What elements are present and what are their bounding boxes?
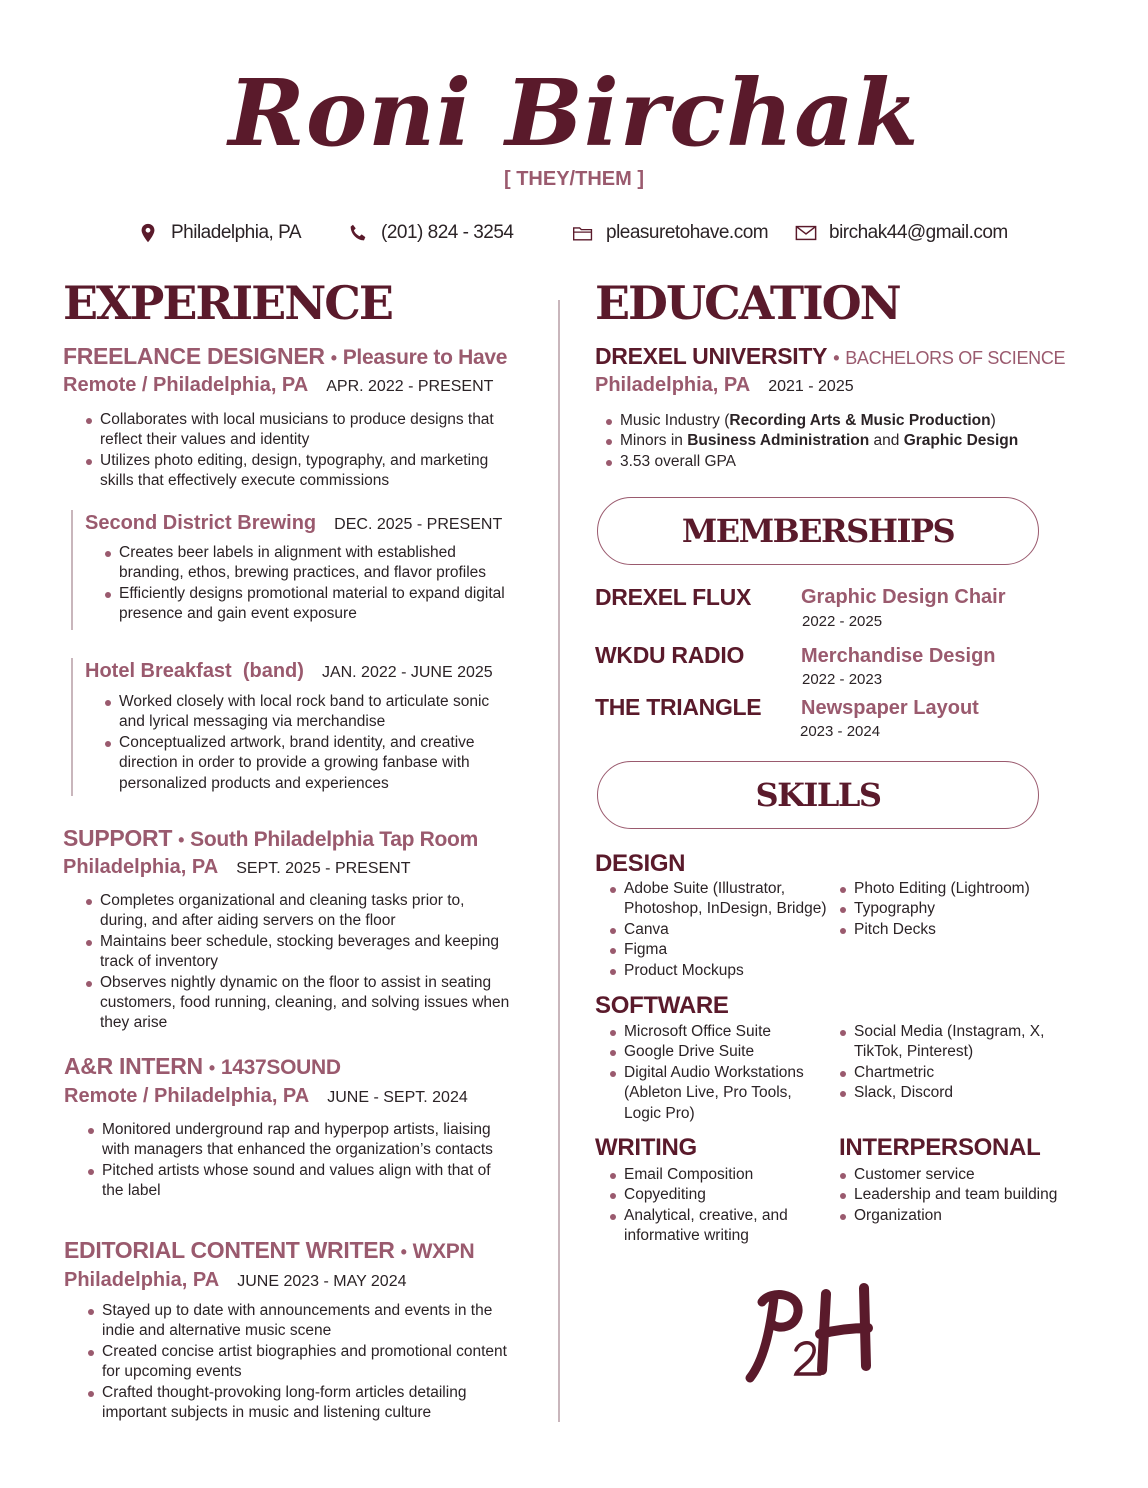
skills-writing xyxy=(608,1165,823,1247)
email-link[interactable]: birchak44@gmail.com xyxy=(829,222,1008,243)
job-bullets-support xyxy=(84,891,514,1034)
experience-heading: EXPERIENCE xyxy=(63,276,392,330)
bullet-dot: • xyxy=(400,1242,407,1262)
list-item: Digital Audio Workstations (Ableton Live, Pro Tools, Logic Pro) xyxy=(608,1063,823,1124)
list-item: Photo Editing (Lightroom) xyxy=(838,879,1068,899)
job-location-text: Remote / Philadelphia, PA xyxy=(64,1085,310,1107)
membership-org: THE TRIANGLE xyxy=(595,694,762,720)
list-item: Slack, Discord xyxy=(838,1083,1058,1103)
list-item: Observes nightly dynamic on the floor to assist in seating customers, food running, cleaning, and solving issues when they arise xyxy=(84,973,514,1034)
list-item: Copyediting xyxy=(608,1185,823,1205)
membership-role: Merchandise Design xyxy=(801,645,996,667)
membership-org: WKDU RADIO xyxy=(595,642,745,668)
list-item: Collaborates with local musicians to produce designs that reflect their values and identity xyxy=(84,410,524,451)
list-item xyxy=(604,431,1044,451)
text-bold: Business Administration xyxy=(687,432,870,450)
contact-email xyxy=(795,220,1008,246)
phone-text[interactable]: (201) 824 - 3254 xyxy=(381,222,514,243)
location-text: Philadelphia, PA xyxy=(171,222,302,243)
list-item: Email Composition xyxy=(608,1165,823,1185)
job-title-editorial xyxy=(64,1237,474,1264)
resume-name: Roni Birchak xyxy=(228,59,920,167)
list-item: Utilizes photo editing, design, typography, and marketing skills that effectively execute commissions xyxy=(84,451,524,492)
subjob-bullets-hotel-breakfast xyxy=(103,692,503,794)
list-item: Stayed up to date with announcements and events in the indie and alternative music scene xyxy=(86,1301,526,1342)
membership-years: 2022 - 2025 xyxy=(802,613,883,630)
job-location-freelance xyxy=(63,374,493,397)
list-item: Google Drive Suite xyxy=(608,1042,823,1062)
job-dates: SEPT. 2025 - PRESENT xyxy=(236,860,411,877)
job-title-text: A&R INTERN xyxy=(64,1053,203,1079)
job-location-ar-intern xyxy=(64,1085,468,1108)
list-item xyxy=(604,411,1044,431)
list-item: Analytical, creative, and informative writing xyxy=(608,1206,823,1247)
job-location-editorial xyxy=(64,1269,407,1292)
list-item: Product Mockups xyxy=(608,961,833,981)
skills-design-col2 xyxy=(838,879,1068,940)
contact-phone xyxy=(347,220,514,246)
list-item: Social Media (Instagram, X, TikTok, Pinterest) xyxy=(838,1022,1058,1063)
text: Minors in xyxy=(620,432,688,450)
education-dates: 2021 - 2025 xyxy=(768,378,854,395)
job-org: WXPN xyxy=(412,1240,475,1263)
education-bullets xyxy=(604,411,1044,472)
job-location-text: Philadelphia, PA xyxy=(64,1269,220,1291)
list-item: Conceptualized artwork, brand identity, and creative direction in order to provide a growing fanbase with personalized products and experiences xyxy=(103,733,503,794)
job-dates: JUNE 2023 - MAY 2024 xyxy=(237,1273,407,1290)
contact-website xyxy=(572,220,768,246)
skill-heading-writing: WRITING xyxy=(595,1134,697,1161)
subjob-bullets-second-district xyxy=(103,543,513,625)
subjob-bar xyxy=(71,510,73,630)
skills-heading: SKILLS xyxy=(597,761,1039,829)
list-item: Canva xyxy=(608,920,833,940)
job-bullets-freelance xyxy=(84,410,524,492)
job-location-text: Philadelphia, PA xyxy=(63,856,219,878)
bullet-dot: • xyxy=(208,1058,215,1078)
education-location xyxy=(595,374,854,397)
subjob-title-hotel-breakfast xyxy=(85,660,493,683)
skills-software-col1 xyxy=(608,1022,823,1124)
list-item: Monitored underground rap and hyperpop artists, liaising with managers that enhanced the organization’s contacts xyxy=(86,1120,496,1161)
phone-icon xyxy=(347,222,369,244)
list-item: Maintains beer schedule, stocking beverages and keeping track of inventory xyxy=(84,932,514,973)
membership-years: 2023 - 2024 xyxy=(800,723,881,740)
text: Music Industry ( xyxy=(620,412,730,429)
job-org: Pleasure to Have xyxy=(342,346,508,369)
membership-org: DREXEL FLUX xyxy=(595,584,752,610)
job-location-support xyxy=(63,856,411,879)
list-item: Adobe Suite (Illustrator, Photoshop, InDesign, Bridge) xyxy=(608,879,833,920)
website-link[interactable]: pleasuretohave.com xyxy=(606,222,769,243)
skill-heading-interpersonal: INTERPERSONAL xyxy=(839,1134,1041,1161)
job-title-support xyxy=(63,825,478,852)
logo-text: P2H xyxy=(740,1280,742,1281)
education-location-text: Philadelphia, PA xyxy=(595,374,751,396)
skills-design-col1 xyxy=(608,879,833,981)
list-item: Leadership and team building xyxy=(838,1185,1078,1205)
subjob-title-text: Second District Brewing xyxy=(85,512,317,534)
skills-software-col2 xyxy=(838,1022,1058,1104)
job-org: South Philadelphia Tap Room xyxy=(190,828,478,851)
map-pin-icon xyxy=(137,222,159,244)
subjob-bar xyxy=(71,658,73,796)
job-title-text: FREELANCE DESIGNER xyxy=(63,343,325,369)
list-item: Efficiently designs promotional material to expand digital presence and gain event exposure xyxy=(103,584,513,625)
membership-years: 2022 - 2023 xyxy=(802,671,883,688)
list-item: Crafted thought-provoking long-form articles detailing important subjects in music and listening culture xyxy=(86,1383,526,1424)
contact-location xyxy=(137,220,301,246)
skills-interpersonal xyxy=(838,1165,1078,1226)
job-bullets-editorial xyxy=(86,1301,526,1423)
list-item: Microsoft Office Suite xyxy=(608,1022,823,1042)
skill-heading-design: DESIGN xyxy=(595,850,686,877)
text: and xyxy=(869,432,904,450)
text-bold: Graphic Design xyxy=(903,432,1019,450)
text: ) xyxy=(990,412,996,429)
list-item: Creates beer labels in alignment with established branding, ethos, brewing practices, and flavor profiles xyxy=(103,543,513,584)
bullet-dot: • xyxy=(330,348,337,368)
skill-heading-software: SOFTWARE xyxy=(595,992,729,1019)
subjob-dates: DEC. 2025 - PRESENT xyxy=(334,516,503,533)
job-bullets-ar-intern xyxy=(86,1120,496,1202)
bullet-dot: • xyxy=(833,348,840,368)
list-item: Organization xyxy=(838,1206,1078,1226)
list-item: Created concise artist biographies and promotional content for upcoming events xyxy=(86,1342,526,1383)
school-name: DREXEL UNIVERSITY xyxy=(595,343,828,369)
list-item: Completes organizational and cleaning tasks prior to, during, and after aiding servers on the floor xyxy=(84,891,514,932)
bullet-dot: • xyxy=(178,830,185,850)
column-divider xyxy=(558,300,560,1422)
envelope-icon xyxy=(795,222,817,244)
p2h-logo xyxy=(740,1280,900,1390)
education-heading: EDUCATION xyxy=(595,276,900,330)
list-item: Pitched artists whose sound and values align with that of the label xyxy=(86,1161,496,1202)
job-title-text: EDITORIAL CONTENT WRITER xyxy=(64,1237,395,1263)
job-dates: JUNE - SEPT. 2024 xyxy=(327,1089,468,1106)
education-school xyxy=(595,343,1065,370)
text-bold: Recording Arts & Music Production xyxy=(729,412,991,429)
list-item: Pitch Decks xyxy=(838,920,1068,940)
job-location-text: Remote / Philadelphia, PA xyxy=(63,374,309,396)
folder-icon xyxy=(572,222,594,244)
job-title-ar-intern xyxy=(64,1053,341,1080)
pronouns: [ THEY/THEM ] xyxy=(504,168,644,190)
list-item: Typography xyxy=(838,899,1068,919)
list-item: Chartmetric xyxy=(838,1063,1058,1083)
membership-role: Newspaper Layout xyxy=(801,697,979,719)
subjob-title-second-district xyxy=(85,512,502,535)
membership-role: Graphic Design Chair xyxy=(801,586,1006,608)
job-title-freelance xyxy=(63,343,507,370)
list-item: Figma xyxy=(608,940,833,960)
list-item: 3.53 overall GPA xyxy=(604,452,1044,472)
list-item: Worked closely with local rock band to articulate sonic and lyrical messaging via merchandise xyxy=(103,692,503,733)
job-dates: APR. 2022 - PRESENT xyxy=(326,378,494,395)
job-org: 1437SOUND xyxy=(220,1056,341,1079)
degree: BACHELORS OF SCIENCE xyxy=(845,348,1066,368)
list-item: Customer service xyxy=(838,1165,1078,1185)
subjob-dates: JAN. 2022 - JUNE 2025 xyxy=(321,664,493,681)
subjob-title-text: Hotel Breakfast (band) xyxy=(85,660,304,682)
job-title-text: SUPPORT xyxy=(63,825,173,851)
memberships-heading: MEMBERSHIPS xyxy=(597,497,1039,565)
